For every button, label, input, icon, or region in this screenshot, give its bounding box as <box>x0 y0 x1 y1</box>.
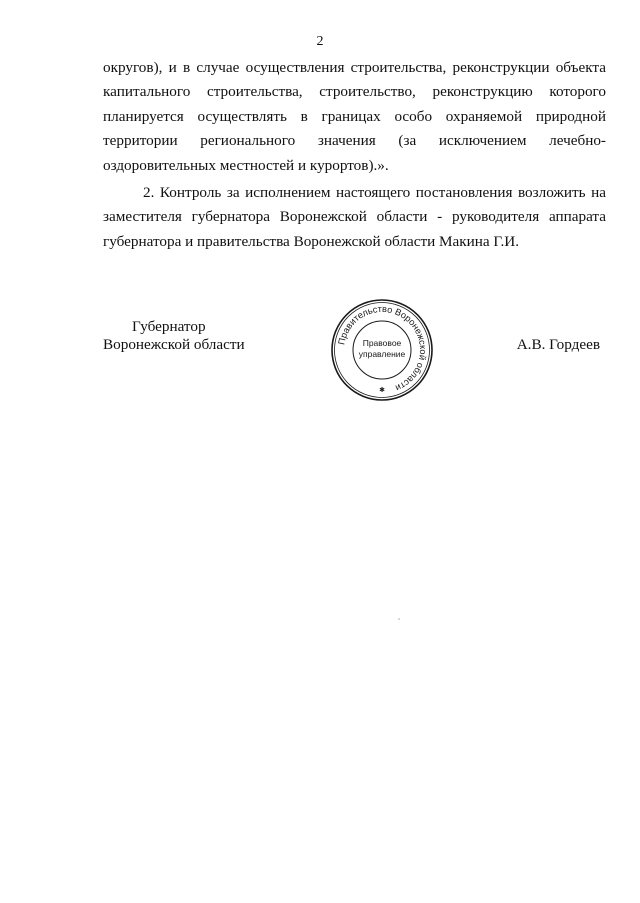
stamp-inner-line-2: управление <box>358 349 406 359</box>
text-line: губернатора и правительства Воронежской области Макина Г.И. <box>103 232 520 250</box>
text-line: 2. Контроль за исполнением настоящего постановления возложить на <box>143 184 606 202</box>
stamp-outer-text: Правительство Воронежской области <box>336 303 429 394</box>
signatory-position: Губернатор <box>132 318 206 335</box>
text-line: оздоровительных местностей и курортов).». <box>103 156 389 174</box>
text-line: заместителя губернатора Воронежской области - руководителя аппарата <box>103 208 606 226</box>
page-number: 2 <box>316 34 324 49</box>
text-line: округов), и в случае осуществления строительства, реконструкции объекта <box>103 59 606 76</box>
signatory-name: А.В. Гордеев <box>516 336 600 353</box>
body-text <box>103 56 606 254</box>
paragraph-control-clause <box>103 181 606 254</box>
text-line: планируется осуществлять в границах особо охраняемой природной <box>103 107 606 125</box>
paragraph-continuation <box>103 56 606 178</box>
text-line: территории регионального значения (за исключением лечебно- <box>103 132 606 150</box>
signatory-title <box>103 318 245 354</box>
stamp-inner-line-1: Правовое <box>362 338 402 348</box>
scan-speck <box>398 618 400 620</box>
official-stamp <box>330 298 434 402</box>
text-line: капитального строительства, строительство, реконструкцию которого <box>103 83 606 101</box>
star-icon: ✱ <box>379 386 385 394</box>
signatory-region: Воронежской области <box>103 336 245 353</box>
